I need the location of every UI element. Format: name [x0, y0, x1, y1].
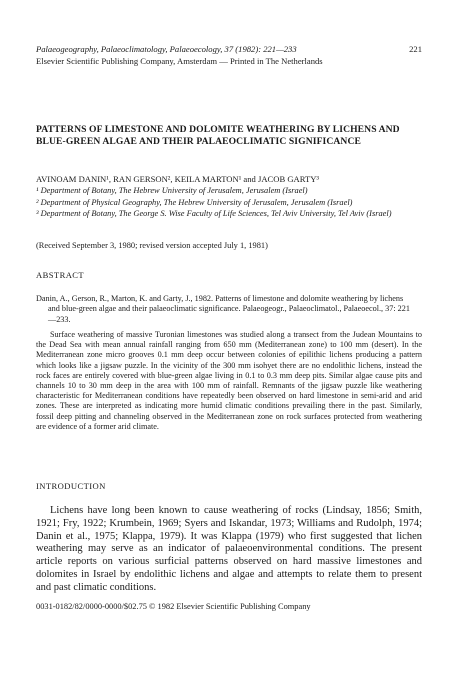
- journal-citation-header: Palaeogeography, Palaeoclimatology, Palaeoecology, 37 (1982): 221—233: [36, 44, 297, 54]
- page-number: 221: [409, 44, 422, 54]
- introduction-heading: INTRODUCTION: [36, 481, 106, 491]
- abstract-citation: [36, 294, 416, 325]
- citation-text: Danin, A., Gerson, R., Marton, K. and Garty, J., 1982. Patterns of limestone and dolomite weathering by lichens and blue-green algae and their palaeoclimatic significance. Palaeogeogr., Palaeoclimatol., Palaeoecol., 37: 221—233.: [36, 294, 410, 324]
- copyright-footer: 0031-0182/82/0000-0000/$02.75 © 1982 Elsevier Scientific Publishing Company: [36, 602, 311, 611]
- author-list: AVINOAM DANIN¹, RAN GERSON², KEILA MARTON¹ and JACOB GARTY³: [36, 174, 320, 184]
- received-dates: (Received September 3, 1980; revised version accepted July 1, 1981): [36, 241, 268, 250]
- introduction-body: Lichens have long been known to cause weathering of rocks (Lindsay, 1856; Smith, 1921; Fry, 1922; Krumbein, 1969; Syers and Iskandar, 1973; Williams and Rudolph, 1974; Danin et al., 1975; Klappa, 1979). It was Klappa (1979) who first suggested that lichen weathering may serve as an indicator of palaeoenvironmental conditions. The present article reports on various surficial patterns observed on hard massive limestones and dolomites in Israel by endolithic lichens and algae and attempts to relate them to present and past climatic conditions.: [36, 505, 422, 593]
- affiliation-3: ³ Department of Botany, The George S. Wise Faculty of Life Sciences, Tel Aviv University, Tel Aviv (Israel): [36, 209, 392, 218]
- abstract-heading: ABSTRACT: [36, 270, 85, 280]
- affiliation-2: ² Department of Physical Geography, The Hebrew University of Jerusalem, Jerusalem (Israel): [36, 197, 353, 207]
- article-title: PATTERNS OF LIMESTONE AND DOLOMITE WEATHERING BY LICHENS AND BLUE-GREEN ALGAE AND THEIR PALAEOCLIMATIC SIGNIFICANCE: [36, 124, 400, 147]
- publisher-line: Elsevier Scientific Publishing Company, Amsterdam — Printed in The Netherlands: [36, 56, 323, 66]
- abstract-body: Surface weathering of massive Turonian limestones was studied along a transect from the Judean Mountains to the Dead Sea with mean annual rainfall ranging from 650 mm (Mediterranean zone) to 100 mm (desert). In the Mediterranean zone micro grooves 0.1 mm deep occur between colonies of epilithic lichens producing a pattern which looks like a jigsaw puzzle. In the vicinity of the 300 mm isohyet there are no endolithic lichens, instead the rock faces are entirely covered with blue-green algae living in 0.1 to 0.3 mm deep pits. Similar algae cause pits and channels 10 to 30 mm deep in the area with 100 mm of rainfall. Remnants of the jigsaw puzzle like weathering characteristic for Mediterranean conditions have repeatedly been observed on hard limestone in semi-arid and arid zones. These are interpreted as indicating more humid climatic conditions prevailing there in the past. Similarly, fossil deep pitting and channeling observed in the Mediterranean zone on rock surfaces protected from weathering are evidence of a former arid climate.: [36, 330, 422, 431]
- affiliation-1: ¹ Department of Botany, The Hebrew University of Jerusalem, Jerusalem (Israel): [36, 186, 308, 195]
- affiliations: [36, 186, 392, 221]
